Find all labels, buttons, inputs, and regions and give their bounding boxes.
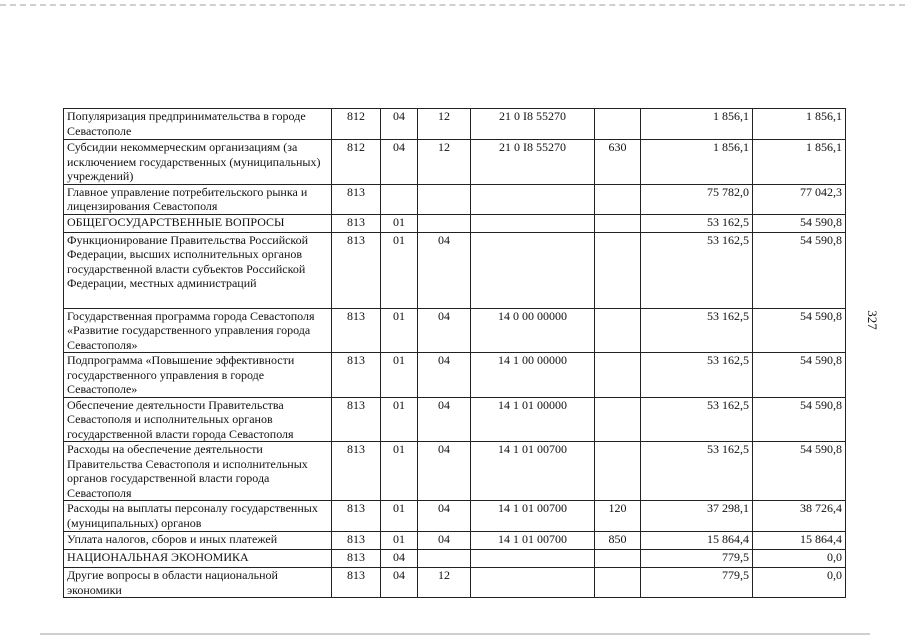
cell-pr-code: 04 bbox=[418, 397, 471, 442]
cell-rz-code: 01 bbox=[381, 501, 418, 532]
cell-rz-code bbox=[381, 184, 418, 214]
cell-vr-code bbox=[595, 109, 641, 140]
table-row bbox=[64, 550, 846, 568]
cell-vr-code bbox=[595, 568, 641, 598]
cell-gr-code: 813 bbox=[332, 232, 381, 308]
cell-vr-code bbox=[595, 442, 641, 501]
cell-vr-code bbox=[595, 397, 641, 442]
table-row bbox=[64, 214, 846, 232]
cell-rz-code: 01 bbox=[381, 232, 418, 308]
cell-pr-code: 04 bbox=[418, 501, 471, 532]
cell-vr-code: 630 bbox=[595, 140, 641, 185]
cell-name: Государственная программа города Севастополя «Развитие государственного управления города Севастополя» bbox=[64, 308, 332, 353]
cell-gr-code: 813 bbox=[332, 568, 381, 598]
cell-name: НАЦИОНАЛЬНАЯ ЭКОНОМИКА bbox=[64, 550, 332, 568]
table-row bbox=[64, 184, 846, 214]
cell-pr-code: 04 bbox=[418, 232, 471, 308]
cell-rz-code: 01 bbox=[381, 353, 418, 398]
cell-sum-year2: 54 590,8 bbox=[753, 214, 846, 232]
cell-gr-code: 812 bbox=[332, 109, 381, 140]
cell-gr-code: 813 bbox=[332, 532, 381, 550]
cell-gr-code: 813 bbox=[332, 214, 381, 232]
cell-sum-year1: 37 298,1 bbox=[641, 501, 753, 532]
cell-gr-code: 813 bbox=[332, 184, 381, 214]
cell-csr-code: 14 1 01 00700 bbox=[471, 442, 595, 501]
page-number: 327 bbox=[864, 310, 880, 330]
cell-sum-year1: 53 162,5 bbox=[641, 308, 753, 353]
cell-rz-code: 04 bbox=[381, 568, 418, 598]
cell-rz-code: 04 bbox=[381, 550, 418, 568]
table-row bbox=[64, 397, 846, 442]
cell-sum-year2: 54 590,8 bbox=[753, 232, 846, 308]
scan-top-edge bbox=[0, 4, 905, 6]
cell-rz-code: 01 bbox=[381, 532, 418, 550]
cell-sum-year1: 779,5 bbox=[641, 568, 753, 598]
cell-csr-code: 21 0 I8 55270 bbox=[471, 140, 595, 185]
cell-vr-code bbox=[595, 550, 641, 568]
cell-csr-code bbox=[471, 568, 595, 598]
cell-sum-year1: 1 856,1 bbox=[641, 109, 753, 140]
cell-sum-year2: 15 864,4 bbox=[753, 532, 846, 550]
table-row bbox=[64, 532, 846, 550]
table-row bbox=[64, 232, 846, 308]
cell-pr-code: 12 bbox=[418, 140, 471, 185]
cell-rz-code: 04 bbox=[381, 109, 418, 140]
cell-name: Популяризация предпринимательства в городе Севастополе bbox=[64, 109, 332, 140]
cell-csr-code bbox=[471, 232, 595, 308]
cell-name: Главное управление потребительского рынка и лицензирования Севастополя bbox=[64, 184, 332, 214]
cell-sum-year2: 54 590,8 bbox=[753, 442, 846, 501]
cell-sum-year1: 779,5 bbox=[641, 550, 753, 568]
cell-name: Уплата налогов, сборов и иных платежей bbox=[64, 532, 332, 550]
table-row bbox=[64, 501, 846, 532]
table-row bbox=[64, 140, 846, 185]
cell-rz-code: 01 bbox=[381, 308, 418, 353]
cell-rz-code: 01 bbox=[381, 397, 418, 442]
cell-sum-year1: 75 782,0 bbox=[641, 184, 753, 214]
cell-rz-code: 01 bbox=[381, 442, 418, 501]
cell-vr-code bbox=[595, 232, 641, 308]
cell-csr-code: 21 0 I8 55270 bbox=[471, 109, 595, 140]
cell-csr-code: 14 1 01 00700 bbox=[471, 532, 595, 550]
cell-pr-code: 04 bbox=[418, 308, 471, 353]
cell-gr-code: 813 bbox=[332, 308, 381, 353]
cell-csr-code: 14 0 00 00000 bbox=[471, 308, 595, 353]
cell-csr-code: 14 1 01 00000 bbox=[471, 397, 595, 442]
cell-pr-code: 04 bbox=[418, 532, 471, 550]
cell-name: Функционирование Правительства Российской Федерации, высших исполнительных органов государственной власти субъектов Российской Федерации, местных администраций bbox=[64, 232, 332, 308]
budget-table bbox=[63, 108, 846, 598]
cell-vr-code bbox=[595, 308, 641, 353]
cell-name: Обеспечение деятельности Правительства Севастополя и исполнительных органов государственной власти города Севастополя bbox=[64, 397, 332, 442]
scan-bottom-edge bbox=[40, 633, 870, 635]
cell-csr-code bbox=[471, 214, 595, 232]
cell-csr-code bbox=[471, 184, 595, 214]
table-body bbox=[64, 109, 846, 598]
cell-pr-code: 04 bbox=[418, 442, 471, 501]
cell-sum-year2: 1 856,1 bbox=[753, 140, 846, 185]
cell-sum-year2: 54 590,8 bbox=[753, 308, 846, 353]
cell-sum-year2: 54 590,8 bbox=[753, 353, 846, 398]
cell-vr-code bbox=[595, 184, 641, 214]
table-row bbox=[64, 308, 846, 353]
cell-rz-code: 01 bbox=[381, 214, 418, 232]
cell-sum-year2: 0,0 bbox=[753, 568, 846, 598]
cell-pr-code: 04 bbox=[418, 353, 471, 398]
cell-sum-year2: 54 590,8 bbox=[753, 397, 846, 442]
cell-name: Подпрограмма «Повышение эффективности государственного управления в городе Севастополе» bbox=[64, 353, 332, 398]
cell-gr-code: 813 bbox=[332, 397, 381, 442]
cell-gr-code: 812 bbox=[332, 140, 381, 185]
cell-name: Другие вопросы в области национальной экономики bbox=[64, 568, 332, 598]
table-row bbox=[64, 568, 846, 598]
cell-sum-year1: 15 864,4 bbox=[641, 532, 753, 550]
table-row bbox=[64, 109, 846, 140]
cell-gr-code: 813 bbox=[332, 550, 381, 568]
cell-sum-year1: 53 162,5 bbox=[641, 442, 753, 501]
cell-sum-year1: 53 162,5 bbox=[641, 353, 753, 398]
cell-csr-code: 14 1 01 00700 bbox=[471, 501, 595, 532]
cell-rz-code: 04 bbox=[381, 140, 418, 185]
cell-gr-code: 813 bbox=[332, 442, 381, 501]
cell-pr-code bbox=[418, 184, 471, 214]
cell-sum-year1: 53 162,5 bbox=[641, 214, 753, 232]
cell-pr-code: 12 bbox=[418, 568, 471, 598]
cell-sum-year1: 53 162,5 bbox=[641, 397, 753, 442]
cell-sum-year1: 53 162,5 bbox=[641, 232, 753, 308]
cell-pr-code bbox=[418, 550, 471, 568]
cell-name: Расходы на обеспечение деятельности Правительства Севастополя и исполнительных органов государственной власти города Севастополя bbox=[64, 442, 332, 501]
cell-vr-code bbox=[595, 214, 641, 232]
cell-sum-year2: 38 726,4 bbox=[753, 501, 846, 532]
cell-gr-code: 813 bbox=[332, 501, 381, 532]
cell-name: Расходы на выплаты персоналу государственных (муниципальных) органов bbox=[64, 501, 332, 532]
cell-pr-code: 12 bbox=[418, 109, 471, 140]
cell-gr-code: 813 bbox=[332, 353, 381, 398]
cell-name: ОБЩЕГОСУДАРСТВЕННЫЕ ВОПРОСЫ bbox=[64, 214, 332, 232]
cell-vr-code: 850 bbox=[595, 532, 641, 550]
cell-csr-code: 14 1 00 00000 bbox=[471, 353, 595, 398]
cell-sum-year2: 0,0 bbox=[753, 550, 846, 568]
table-row bbox=[64, 442, 846, 501]
cell-name: Субсидии некоммерческим организациям (за исключением государственных (муниципальных) учреждений) bbox=[64, 140, 332, 185]
cell-sum-year1: 1 856,1 bbox=[641, 140, 753, 185]
cell-vr-code bbox=[595, 353, 641, 398]
table-row bbox=[64, 353, 846, 398]
cell-vr-code: 120 bbox=[595, 501, 641, 532]
cell-csr-code bbox=[471, 550, 595, 568]
cell-sum-year2: 1 856,1 bbox=[753, 109, 846, 140]
cell-pr-code bbox=[418, 214, 471, 232]
cell-sum-year2: 77 042,3 bbox=[753, 184, 846, 214]
